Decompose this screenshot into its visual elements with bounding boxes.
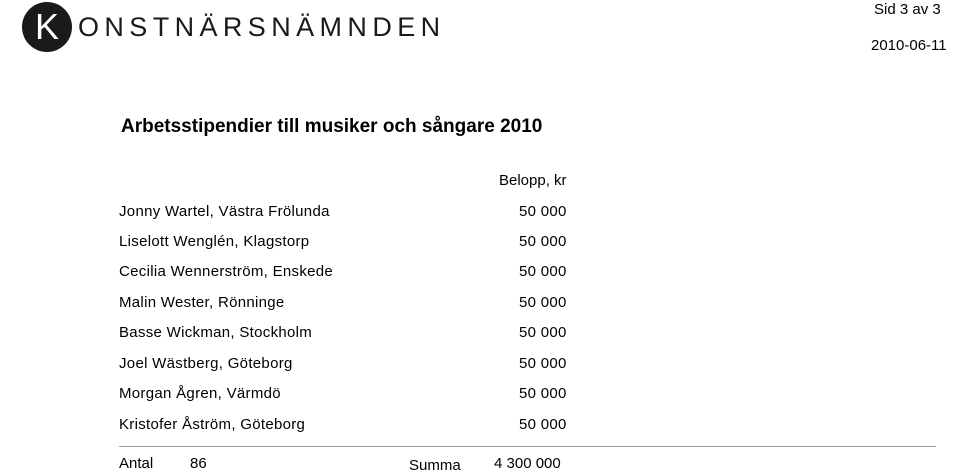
recipient-amount: 50 000 — [519, 294, 567, 311]
table-row — [119, 233, 579, 253]
recipient-amount: 50 000 — [519, 263, 567, 280]
recipient-name: Liselott Wenglén, Klagstorp — [119, 233, 310, 250]
konstnarsnamnden-logo — [22, 2, 446, 52]
recipient-amount: 50 000 — [519, 416, 567, 433]
recipient-name: Malin Wester, Rönninge — [119, 294, 285, 311]
logo-mark: K — [22, 2, 72, 52]
recipient-name: Kristofer Åström, Göteborg — [119, 416, 306, 433]
recipient-name: Morgan Ågren, Värmdö — [119, 385, 281, 402]
page-label: Sid — [874, 1, 896, 18]
logo-wordmark: ONSTNÄRSNÄMNDEN — [78, 11, 446, 42]
recipient-amount: 50 000 — [519, 233, 567, 250]
recipient-name: Basse Wickman, Stockholm — [119, 324, 313, 341]
footer-divider — [119, 446, 936, 447]
recipient-amount: 50 000 — [519, 203, 567, 220]
recipient-name: Jonny Wartel, Västra Frölunda — [119, 203, 330, 220]
sum-value: 4 300 000 — [494, 455, 561, 472]
document-date: 2010-06-11 — [871, 37, 947, 54]
amount-column-header: Belopp, kr — [499, 172, 567, 189]
table-row — [119, 324, 579, 344]
page-of-label: av — [912, 1, 929, 18]
page-current: 3 — [899, 1, 909, 18]
table-row — [119, 385, 579, 405]
recipient-name: Joel Wästberg, Göteborg — [119, 355, 293, 372]
table-row — [119, 355, 579, 375]
document-title: Arbetsstipendier till musiker och sångare 2010 — [121, 116, 543, 137]
recipient-amount: 50 000 — [519, 355, 567, 372]
recipient-name: Cecilia Wennerström, Enskede — [119, 263, 334, 280]
table-row — [119, 294, 579, 314]
table-row — [119, 263, 579, 283]
count-value: 86 — [190, 455, 207, 472]
sum-label: Summa — [409, 457, 461, 474]
count-label: Antal — [119, 455, 154, 472]
page-indicator — [874, 1, 941, 18]
recipient-amount: 50 000 — [519, 324, 567, 341]
recipient-amount: 50 000 — [519, 385, 567, 402]
table-row — [119, 203, 579, 223]
page-total: 3 — [932, 1, 941, 18]
table-row — [119, 416, 579, 436]
